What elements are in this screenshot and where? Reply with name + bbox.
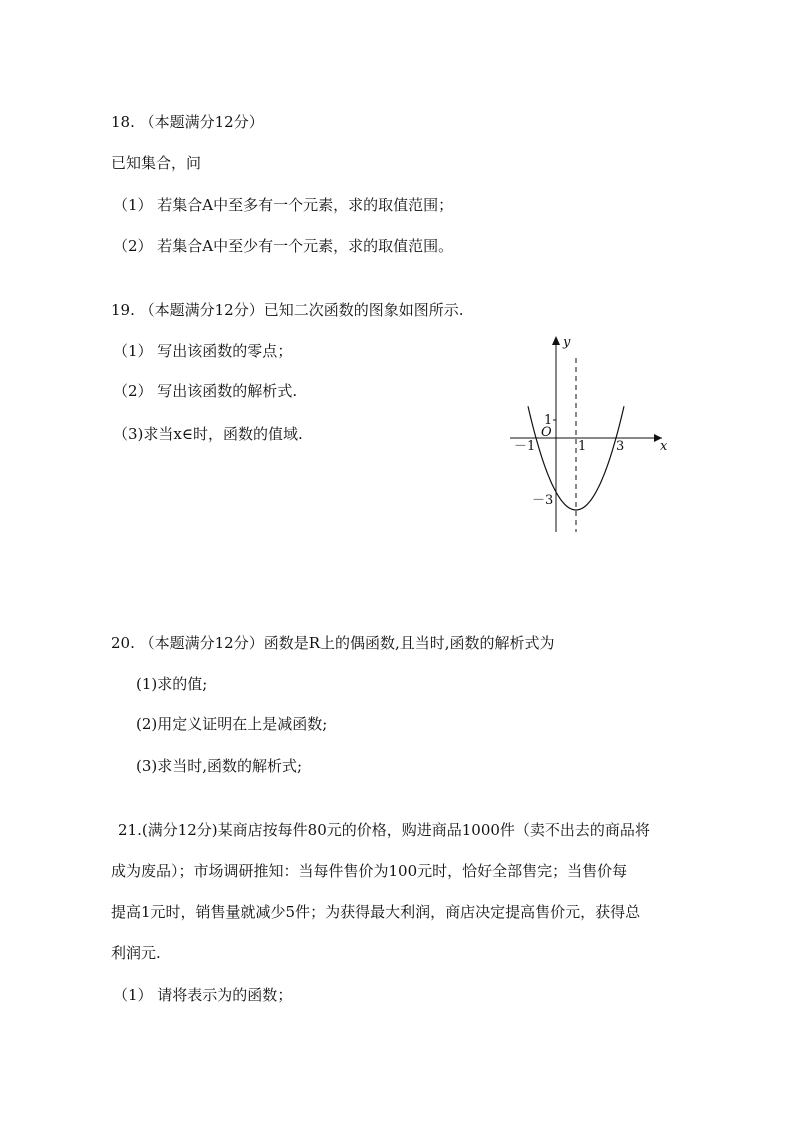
y-tick-1-label: 1 — [544, 413, 553, 428]
y-axis-label: y — [563, 335, 571, 350]
q19-part2: （2） 写出该函数的解析式. — [113, 382, 298, 400]
q18-part1: （1） 若集合A中至多有一个元素，求的取值范围； — [113, 196, 454, 214]
q19-part3: （3)求当x∈时，函数的值域. — [113, 425, 303, 443]
q21-line3: 提高1元时，销售量就减少5件；为获得最大利润，商店决定提高售价元，获得总 — [111, 903, 641, 921]
q21-line1: 21.(满分12分)某商店按每件80元的价格，购进商品1000件（卖不出去的商品将 — [118, 821, 650, 839]
origin-label: O — [541, 425, 552, 440]
q18-intro: 已知集合，问 — [111, 154, 202, 172]
q20-part1: (1)求的值; — [136, 675, 208, 693]
x-axis-label: x — [660, 439, 668, 454]
x-tick-neg1-label: －1 — [514, 439, 536, 454]
y-axis-arrow — [552, 336, 560, 345]
q20-header: 20. （本题满分12分）函数是R上的偶函数,且当时,函数的解析式为 — [111, 634, 555, 652]
q20-part3: (3)求当时,函数的解析式; — [136, 757, 303, 775]
q21-line2: 成为废品）；市场调研推知：当每件售价为100元时，恰好全部售完；当售价每 — [111, 862, 628, 880]
q20-part2: (2)用定义证明在上是减函数; — [136, 715, 328, 733]
y-tick-neg3-label: －3 — [532, 493, 554, 508]
q18-header: 18. （本题满分12分） — [111, 113, 264, 131]
q19-part1: （1） 写出该函数的零点； — [113, 342, 293, 360]
q21-part1: （1） 请将表示为的函数； — [113, 986, 293, 1004]
x-tick-1-label: 1 — [578, 439, 587, 454]
q18-part2: （2） 若集合A中至少有一个元素，求的取值范围。 — [113, 237, 454, 255]
x-tick-3-label: 3 — [616, 439, 625, 454]
q19-header: 19. （本题满分12分）已知二次函数的图象如图所示. — [111, 301, 464, 319]
q21-line4: 利润元. — [111, 944, 161, 962]
parabola-graph — [500, 330, 675, 540]
